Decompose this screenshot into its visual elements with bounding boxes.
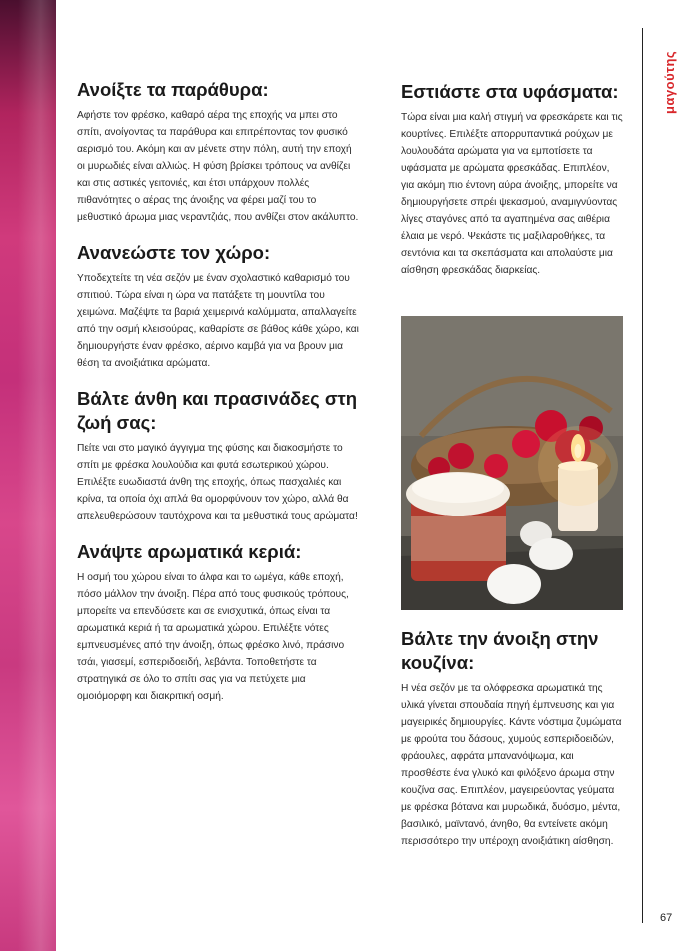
easter-still-life-photo — [401, 316, 623, 610]
article-section — [77, 540, 360, 705]
section-heading: Ανανεώστε τον χώρο: — [77, 242, 271, 263]
article-section — [77, 387, 360, 525]
section-body: Τώρα είναι μια καλή στιγμή να φρεσκάρετε και τις κουρτίνες. Επιλέξτε απορρυπαντικά ρούχων με λουλουδάτα αρώματα για να εμποτίσετε τα υφάσματα με αρώματα φρεσκάδας. Επιπλέον, για ακόμη πιο έντονη αύρα άνοιξης, μπορείτε να δημιουργήσετε σπρέι ψεκασμού, αναμιγνύοντας λίγες σταγόνες από τα αγαπημένα σας αιθέρια έλαια με νερό. Ψεκάστε τις μαξιλαροθήκες, τα σεντόνια και τα σκεπάσματα και απολαύστε μια αίσθηση φρεσκάδας διαρκείας. — [401, 112, 623, 276]
article-section — [77, 241, 360, 372]
decorative-side-stripe — [0, 0, 56, 951]
section-body: Αφήστε τον φρέσκο, καθαρό αέρα της εποχής να μπει στο σπίτι, ανοίγοντας τα παράθυρα και επιτρέποντας τον φυσικό αερισμό του. Ακόμη και αν μένετε στην πόλη, αυτή την εποχή οι μυρωδιές είναι αλλιώς. Η φύση βρίσκει τρόπους να ανθίζει και στις αστικές γειτονιές, και έτσι υπάρχουν πολλές πιθανότητες ο αέρας της άνοιξης να φέρει μαζί του το μεθυστικό άρωμα μιας νεραντζιάς, που ανθίζει στον ακάλυπτο. — [77, 110, 359, 223]
section-body: Η νέα σεζόν με τα ολόφρεσκα αρωματικά της υλικά γίνεται σπουδαία πηγή έμπνευσης και για μαγειρικές δημιουργίες. Κάντε νόστιμα ζυμώματα με φρούτα του δάσους, χυμούς εσπεριδοειδών, φράουλες, αφράτα μπανανόψωμα, και προσθέστε ένα γλυκό και φιλόξενο άρωμα στην κουζίνα σας. Επιπλέον, μαγειρεύοντας γεύματα με φρέσκα βότανα και μυρωδικά, δυόσμο, μέντα, βασιλικό, μαϊντανό, άνηθο, θα εντείνετε ακόμη περισσότερο την υπέροχη ανοιξιάτικη αίσθηση. — [401, 683, 622, 847]
section-body: Υποδεχτείτε τη νέα σεζόν με έναν σχολαστικό καθαρισμό του σπιτιού. Τώρα είναι η ώρα να πατάξετε τη μουντίλα του χειμώνα. Μαζέψτε τα βαριά χειμερινά καλύμματα, απαλλαγείτε από την οσμή κλεισούρας, καθαρίστε σε βάθος κάθε χώρο, και δημιουργήστε έναν φρέσκο, αέρινο καμβά για να βρουν μια θέση τα ανοιξιάτικα αρώματα. — [77, 273, 359, 369]
article-section — [77, 78, 360, 226]
section-body: Η οσμή του χώρου είναι το άλφα και το ωμέγα, κάθε εποχή, πόσο μάλλον την άνοιξη. Πέρα από τους φυσικούς τρόπους, μπορείτε να επενδύσετε και σε ενισχυτικά, όπως είναι τα αρωματικά κεριά ή τα αρωματικά χώρου. Επιλέξτε νότες εμπνευσμένες από την άνοιξη, όπως φρέσκο λινό, πράσινο τσάι, γιασεμί, εσπεριδοειδή, λεβάντα. Τοποθετήστε τα στρατηγικά σε όλο το σπίτι σας για να πετύχετε μια ομοιόμορφη και διακριτική οσμή. — [77, 572, 349, 702]
left-column — [77, 78, 360, 720]
article-section — [401, 627, 623, 850]
section-heading: Εστιάστε στα υφάσματα: — [401, 81, 619, 102]
right-column-top — [401, 80, 623, 294]
section-heading: Ανοίξτε τα παράθυρα: — [77, 79, 269, 100]
article-section — [401, 80, 623, 279]
section-heading: Ανάψτε αρωματικά κεριά: — [77, 541, 302, 562]
page-number: 67 — [660, 912, 673, 924]
section-divider — [642, 28, 643, 923]
section-heading: Βάλτε την άνοιξη στην κουζίνα: — [401, 628, 599, 673]
section-body: Πείτε ναι στο μαγικό άγγιγμα της φύσης και διακοσμήστε το σπίτι με φρέσκα λουλούδια και φυτά εσωτερικού χώρου. Επιλέξτε ευωδιαστά άνθη της εποχής, όπως πασχαλιές και κρίνα, τα οποία όχι απλά θα ομορφύνουν τον χώρο, αλλά θα απελευθερώσουν ταυτόχρονα και τα μεθυστικά τους αρώματα! — [77, 443, 358, 522]
section-heading: Βάλτε άνθη και πρασινάδες στη ζωή σας: — [77, 388, 358, 433]
section-label: μαγούτης — [662, 50, 677, 114]
